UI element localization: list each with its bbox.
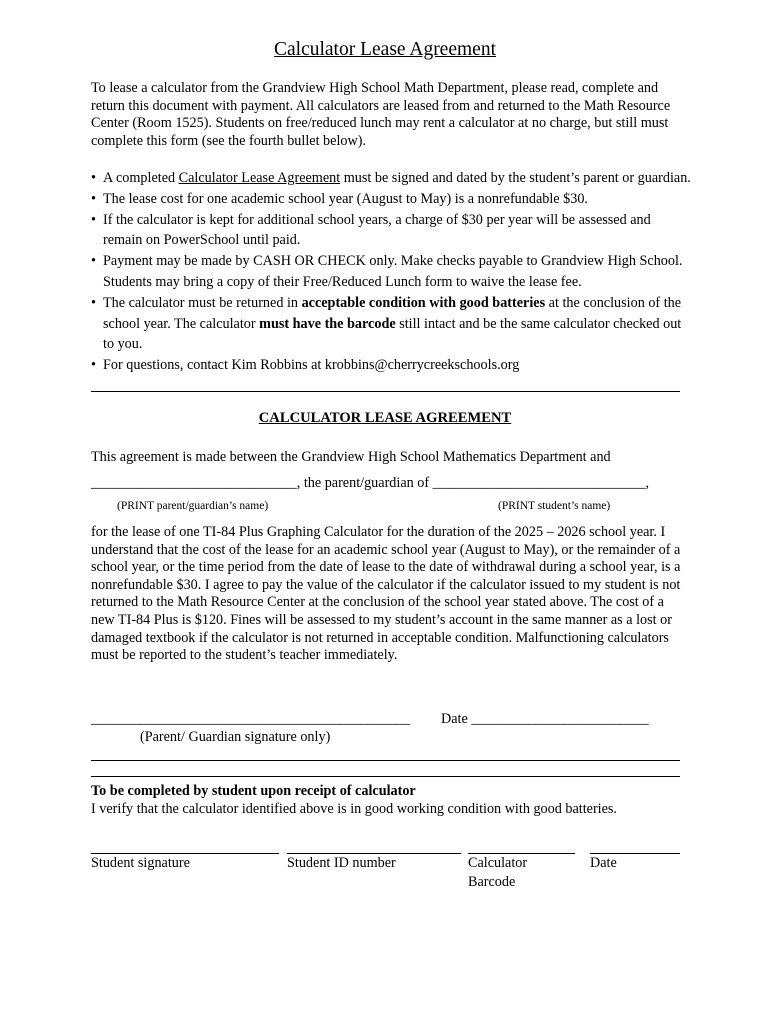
date-field[interactable]: Date _________________________ <box>441 711 649 727</box>
calculator-barcode-label: Calculator Barcode <box>468 855 528 890</box>
student-name-caption: (PRINT student’s name) <box>498 500 611 512</box>
section-divider <box>91 760 680 761</box>
agreement-heading: CALCULATOR LEASE AGREEMENT <box>258 410 512 426</box>
student-date-label: Date <box>590 855 617 871</box>
student-section-heading: To be completed by student upon receipt of calculator <box>91 783 416 799</box>
requirements-list <box>91 168 691 376</box>
agreement-body: for the lease of one TI-84 Plus Graphing Calculator for the duration of the 2025 – 2026 school year. I understand that the cost of the lease for an academic school year (August to May), or the remainder of a school year, or the time period from the date of lease to the date of withdrawal during a school year, is a nonrefundable $30. I agree to pay the value of the calculator if the calculator issued to my student is not returned to the Math Resource Center at the conclusion of the school year stated above. The cost of a new TI-84 Plus is $120. Fines will be assessed to my student’s account in the same manner as a lost or damaged textbook if the calculator is not returned in acceptable condition. Malfunctioning calculators must be reported to the student’s teacher immediately. <box>91 524 681 664</box>
parent-signature-line[interactable]: _____________________________________________ <box>91 711 411 727</box>
section-divider <box>91 776 680 777</box>
list-item: • A completed Calculator Lease Agreement must be signed and dated by the student’s parent or guardian. <box>91 168 691 189</box>
list-item: • The calculator must be returned in acceptable condition with good batteries at the conclusion of the school year. The calculator must have the barcode still intact and be the same calculator checked out to you. <box>91 293 691 355</box>
student-signature-label: Student signature <box>91 855 190 871</box>
agreement-intro: This agreement is made between the Grandview High School Mathematics Department and <box>91 449 611 465</box>
intro-paragraph: To lease a calculator from the Grandview High School Math Department, please read, complete and return this document with payment. All calculators are leased from and returned to the Math Resource Center (Room 1525). Students on free/reduced lunch may rent a calculator at no charge, but still must complete this form (see the fourth bullet below). <box>91 80 671 149</box>
list-item: • The lease cost for one academic school year (August to May) is a nonrefundable $30. <box>91 189 691 210</box>
agreement-reference: Calculator Lease Agreement <box>178 170 341 186</box>
page-title: Calculator Lease Agreement <box>274 39 496 60</box>
signature-caption: (Parent/ Guardian signature only) <box>140 729 331 745</box>
parent-name-caption: (PRINT parent/guardian’s name) <box>117 500 269 512</box>
section-divider <box>91 391 680 392</box>
student-id-label: Student ID number <box>287 855 396 871</box>
list-item: • Payment may be made by CASH OR CHECK only. Make checks payable to Grandview High School. Students may bring a copy of their Free/Reduced Lunch form to waive the lease fee. <box>91 251 691 293</box>
list-item: • If the calculator is kept for additional school years, a charge of $30 per year will be assessed and remain on PowerSchool until paid. <box>91 210 691 252</box>
name-fill-line[interactable]: _____________________________, the parent/guardian of ______________________________, <box>91 475 649 491</box>
list-item: • For questions, contact Kim Robbins at krobbins@cherrycreekschools.org <box>91 355 691 376</box>
verify-statement: I verify that the calculator identified above is in good working condition with good batteries. <box>91 801 617 817</box>
